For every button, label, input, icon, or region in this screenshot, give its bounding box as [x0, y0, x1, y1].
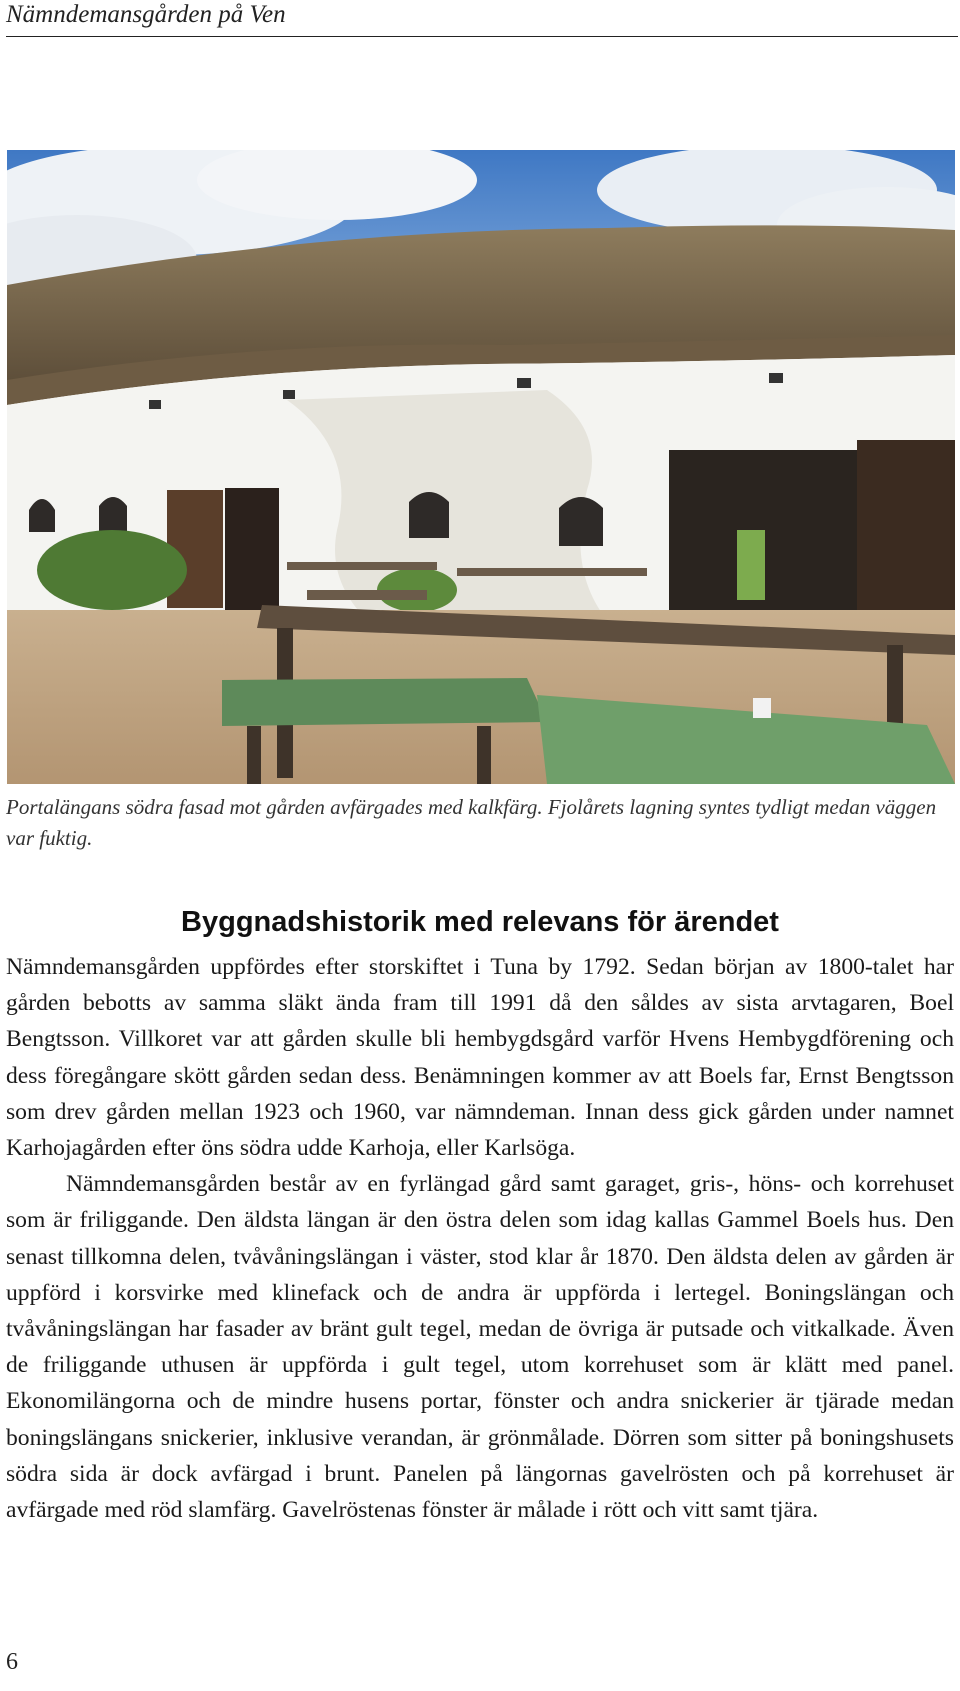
section-heading: Byggnadshistorik med relevans för ärendet	[181, 906, 779, 938]
body-text	[6, 949, 954, 1528]
farmhouse-photo	[7, 150, 955, 784]
paragraph: Nämndemansgården består av en fyrlängad gård samt garaget, gris-, höns- och korrehuset som är friliggande. Den äldsta längan är den östra delen som idag kallas Gammel Boels hus. Den senast tillkomna delen, tvåvåningslängan i väster, stod klar år 1870. Den äldsta delen av gården är uppförd i korsvirke med klinefack och de andra är uppförda i lertegel. Boningslängan och tvåvåningslängan har fasader av bränt gult tegel, medan de övriga är putsade och vitkalkade. Även de friliggande uthusen är uppförda i gult tegel, utom korrehuset som är klätt med panel. Ekonomilängorna och de mindre husens portar, fönster och andra snickerier är tjärade medan boningslängans snickerier, inklusive verandan, är grönmålade. Dörren som sitter på boningshusets södra sida är dock avfärgad i brunt. Panelen på längornas gavelrösten och på korrehuset är avfärgade med röd slamfärg. Gavelröstenas fönster är målade i rött och vitt samt tjära.	[6, 1171, 954, 1524]
photo-caption: Portalängans södra fasad mot gården avfärgades med kalkfärg. Fjolårets lagning syntes tydligt medan väggen var fuktig.	[6, 795, 937, 850]
paragraph: Nämndemansgården uppfördes efter storskiftet i Tuna by 1792. Sedan början av 1800-talet har gården bebotts av samma släkt ända fram till 1991 då den såldes av sista arvtagaren, Boel Bengtsson. Villkoret var att gården skulle bli hembygdsgård varför Hvens Hembygdförening och dess föregångare skött gården sedan dess. Benämningen kommer av att Boels far, Ernst Bengtsson som drev gården mellan 1923 och 1960, var nämndeman. Innan dess gick gården under namnet Karhojagården efter öns södra udde Karhoja, eller Karlsöga.	[6, 954, 954, 1162]
page-number: 6	[6, 1649, 18, 1675]
courtyard-illustration	[7, 150, 955, 784]
running-header: Nämndemansgården på Ven	[6, 0, 958, 37]
